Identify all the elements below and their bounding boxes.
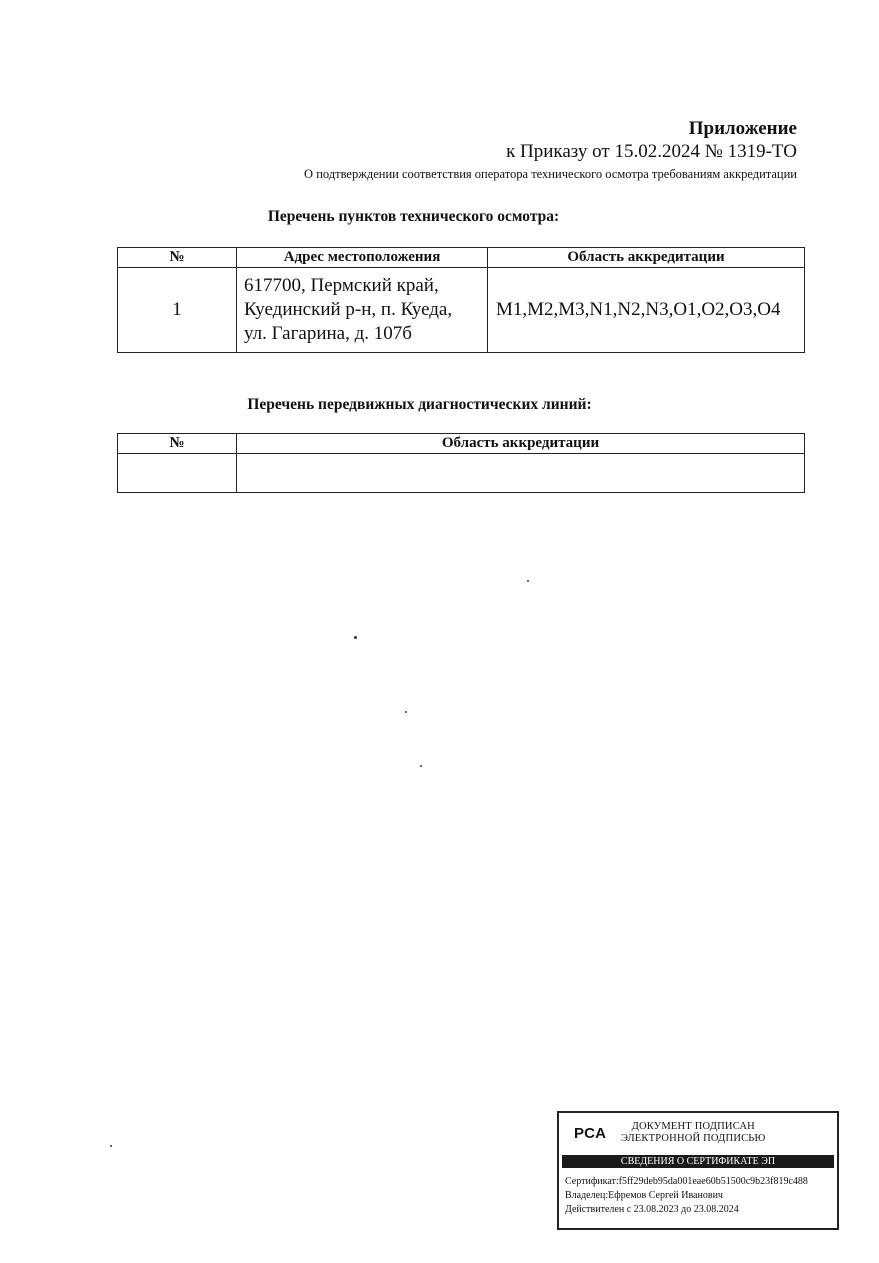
table-header-row <box>118 248 805 268</box>
certificate-validity: Действителен с 23.08.2023 до 23.08.2024 <box>565 1204 739 1215</box>
address-line: Куединский р-н, п. Куеда, <box>244 299 453 320</box>
column-header-accreditation: Область аккредитации <box>488 248 805 268</box>
rsa-logo: РСА <box>574 1125 607 1142</box>
row-address <box>237 268 488 353</box>
mobile-lines-table <box>117 433 805 493</box>
stamp-heading-line: ДОКУМЕНТ ПОДПИСАН <box>631 1121 755 1132</box>
table-row <box>118 268 805 353</box>
column-header-accreditation: Область аккредитации <box>237 434 805 454</box>
stamp-heading <box>621 1121 766 1145</box>
scan-speck <box>527 580 529 582</box>
scan-speck <box>420 765 422 767</box>
column-header-number: № <box>118 434 237 454</box>
appendix-title: Приложение <box>688 118 797 139</box>
empty-cell <box>237 454 805 493</box>
certificate-info-bar: СВЕДЕНИЯ О СЕРТИФИКАТЕ ЭП <box>562 1155 834 1168</box>
table-row <box>118 454 805 493</box>
electronic-signature-stamp <box>557 1111 839 1230</box>
mobile-lines-heading: Перечень передвижных диагностических линий: <box>247 396 592 413</box>
empty-cell <box>118 454 237 493</box>
address-line: ул. Гагарина, д. 107б <box>244 323 412 344</box>
certificate-id: Сертификат:f5ff29deb95da001eae60b51500c9b23f819c488 <box>565 1176 808 1187</box>
table-header-row <box>118 434 805 454</box>
inspection-points-heading: Перечень пунктов технического осмотра: <box>267 208 560 225</box>
inspection-points-table <box>117 247 805 353</box>
certificate-owner: Владелец:Ефремов Сергей Иванович <box>565 1190 723 1201</box>
row-accreditation: M1,M2,M3,N1,N2,N3,O1,O2,O3,O4 <box>488 268 805 353</box>
row-number: 1 <box>118 268 237 353</box>
scan-speck <box>110 1145 112 1147</box>
stamp-heading-line: ЭЛЕКТРОННОЙ ПОДПИСЬЮ <box>621 1133 766 1144</box>
column-header-number: № <box>118 248 237 268</box>
address-line: 617700, Пермский край, <box>244 275 439 296</box>
column-header-address: Адрес местоположения <box>237 248 488 268</box>
order-reference: к Приказу от 15.02.2024 № 1319-ТО <box>506 141 797 162</box>
order-subject: О подтверждении соответствия оператора технического осмотра требованиям аккредитации <box>304 167 797 181</box>
scan-speck <box>405 711 407 713</box>
scan-speck <box>354 636 357 639</box>
